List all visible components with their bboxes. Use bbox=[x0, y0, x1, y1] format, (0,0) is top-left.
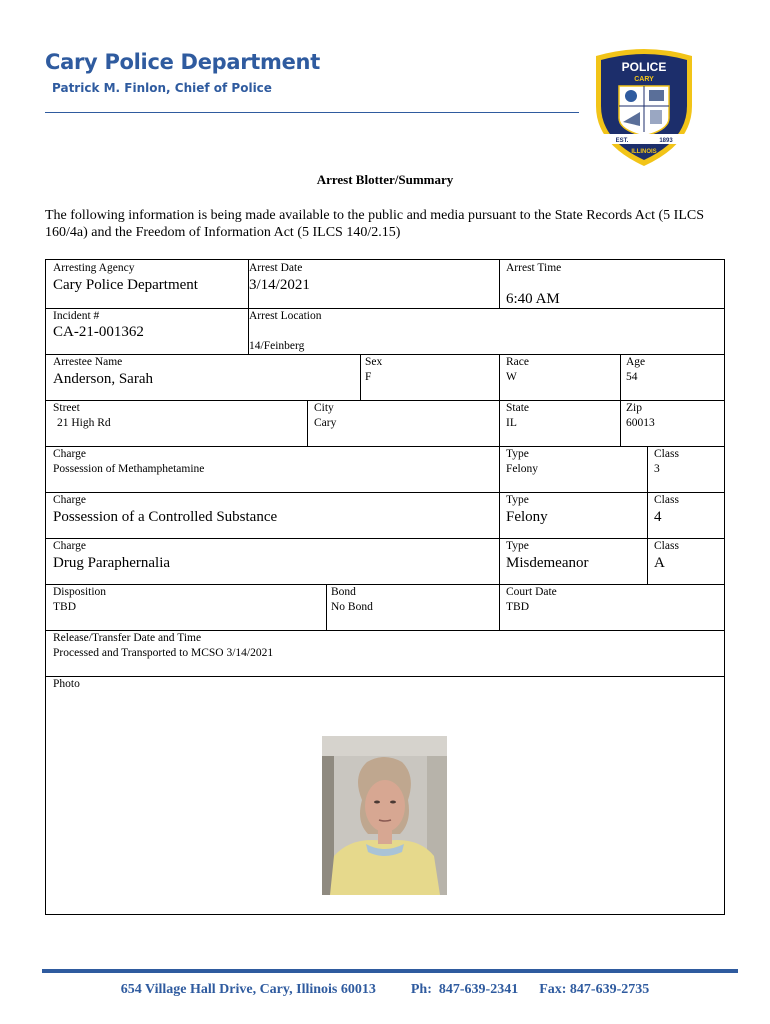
document-title: Arrest Blotter/Summary bbox=[316, 172, 454, 187]
charge-1-class-value: 3 bbox=[654, 463, 660, 475]
arrestee-name-label: Arrestee Name bbox=[53, 356, 123, 368]
badge-year-text: 1893 bbox=[659, 138, 673, 144]
charge-1-label: Charge bbox=[53, 448, 87, 460]
charge-2-type-label: Type bbox=[506, 494, 529, 506]
arrest-location-value: 14/Feinberg bbox=[249, 340, 305, 352]
footer-fax: Fax: 847-639-2735 bbox=[539, 982, 650, 997]
charge-3-type-label: Type bbox=[506, 540, 529, 552]
disposition-label: Disposition bbox=[53, 586, 107, 598]
bond-label: Bond bbox=[331, 586, 356, 598]
street-label: Street bbox=[53, 402, 80, 414]
release-label: Release/Transfer Date and Time bbox=[53, 632, 202, 644]
badge-city-text: CARY bbox=[634, 76, 654, 83]
court-date-label: Court Date bbox=[506, 586, 557, 598]
footer-address: 654 Village Hall Drive, Cary, Illinois 60013 bbox=[120, 982, 376, 997]
charge-1-class-label: Class bbox=[654, 448, 679, 460]
footer-phone: Ph: 847-639-2341 bbox=[410, 982, 519, 997]
charge-2-label: Charge bbox=[53, 494, 87, 506]
arrest-date-label: Arrest Date bbox=[249, 262, 303, 274]
sex-value: F bbox=[365, 371, 372, 383]
intro-paragraph: The following information is being made available to the public and media pursuant to the State Records Act (5 ILCS 160/4a) and the Freedom of Information Act (5 ILCS 140/2.15) bbox=[45, 208, 705, 240]
arrest-time-label: Arrest Time bbox=[506, 262, 562, 274]
badge-est-text: EST. bbox=[615, 138, 629, 144]
zip-label: Zip bbox=[626, 402, 642, 414]
charge-1-type-value: Felony bbox=[506, 463, 538, 475]
booking-photo bbox=[322, 736, 447, 895]
arrest-location-label: Arrest Location bbox=[249, 310, 322, 322]
state-label: State bbox=[506, 402, 529, 414]
race-value: W bbox=[506, 371, 517, 383]
city-label: City bbox=[314, 402, 334, 414]
incident-value: CA-21-001362 bbox=[53, 324, 144, 340]
arrest-time-value: 6:40 AM bbox=[506, 291, 560, 307]
charge-1-value: Possession of Methamphetamine bbox=[53, 463, 205, 475]
charge-3-type-value: Misdemeanor bbox=[506, 555, 589, 571]
charge-3-value: Drug Paraphernalia bbox=[53, 555, 171, 571]
zip-value: 60013 bbox=[626, 417, 655, 429]
race-label: Race bbox=[506, 356, 529, 368]
charge-2-class-value: 4 bbox=[654, 509, 662, 525]
arresting-agency-value: Cary Police Department bbox=[53, 277, 198, 293]
incident-label: Incident # bbox=[53, 310, 100, 322]
photo-label: Photo bbox=[53, 678, 80, 690]
arresting-agency-label: Arresting Agency bbox=[53, 262, 135, 274]
charge-3-label: Charge bbox=[53, 540, 87, 552]
sex-label: Sex bbox=[365, 356, 383, 368]
bond-value: No Bond bbox=[331, 601, 373, 613]
arrestee-name-value: Anderson, Sarah bbox=[53, 371, 153, 387]
arrest-date-value: 3/14/2021 bbox=[249, 277, 310, 293]
charge-2-value: Possession of a Controlled Substance bbox=[53, 509, 278, 525]
department-title: Cary Police Department bbox=[45, 50, 320, 74]
age-label: Age bbox=[626, 356, 646, 368]
badge-police-text: POLICE bbox=[621, 60, 667, 74]
badge-state-text: ILLINOIS bbox=[631, 149, 657, 155]
charge-1-type-label: Type bbox=[506, 448, 529, 460]
footer-contact bbox=[0, 982, 770, 998]
release-value: Processed and Transported to MCSO 3/14/2021 bbox=[53, 647, 274, 659]
charge-2-type-value: Felony bbox=[506, 509, 548, 525]
disposition-value: TBD bbox=[53, 601, 76, 613]
court-date-value: TBD bbox=[506, 601, 529, 613]
footer-divider bbox=[42, 969, 738, 973]
charge-2-class-label: Class bbox=[654, 494, 679, 506]
city-value: Cary bbox=[314, 417, 337, 429]
state-value: IL bbox=[506, 417, 517, 429]
age-value: 54 bbox=[626, 371, 638, 383]
header-divider bbox=[45, 112, 579, 113]
charge-3-class-label: Class bbox=[654, 540, 679, 552]
charge-3-class-value: A bbox=[654, 555, 665, 571]
police-badge-logo bbox=[592, 44, 696, 168]
chief-name: Patrick M. Finlon, Chief of Police bbox=[52, 81, 272, 95]
street-value: 21 High Rd bbox=[57, 417, 111, 429]
